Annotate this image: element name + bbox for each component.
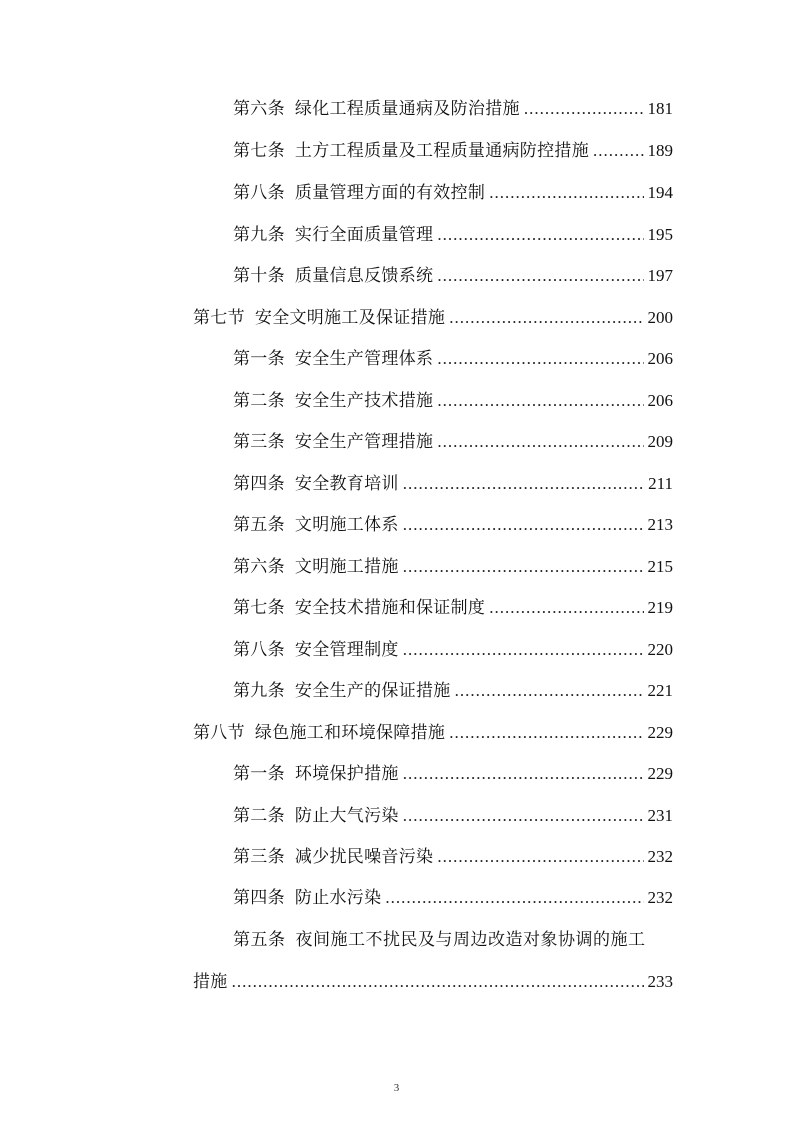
toc-entry[interactable] [233, 513, 673, 537]
dot-leader [437, 347, 643, 371]
entry-page: 211 [648, 474, 673, 493]
entry-page: 220 [647, 640, 673, 659]
dot-leader [449, 306, 643, 330]
entry-number: 第五条 [233, 515, 285, 535]
entry-number: 第四条 [233, 888, 285, 908]
toc-entry[interactable] [233, 347, 673, 371]
entry-number: 第四条 [233, 474, 285, 494]
entry-page: 206 [647, 391, 673, 410]
entry-title: 文明施工体系 [294, 515, 399, 535]
entry-page: 215 [647, 557, 673, 576]
toc-entry[interactable] [233, 845, 673, 869]
entry-title: 防止水污染 [294, 888, 382, 908]
dot-leader [403, 638, 644, 662]
entry-title: 文明施工措施 [294, 557, 399, 577]
dot-leader [455, 679, 644, 703]
toc-entry[interactable] [233, 472, 673, 496]
toc-entry-wrapped-line1[interactable] [233, 928, 673, 952]
entry-title: 安全生产的保证措施 [294, 681, 451, 701]
toc-entry[interactable] [233, 679, 673, 703]
entry-number: 第六条 [233, 99, 285, 119]
entry-number: 第七条 [233, 598, 285, 618]
entry-title: 安全生产技术措施 [294, 391, 434, 411]
entry-number: 第八条 [233, 183, 285, 203]
entry-number: 第五条 [233, 930, 286, 950]
dot-leader [489, 181, 643, 205]
entry-title: 安全生产管理措施 [294, 432, 434, 452]
entry-page: 221 [647, 681, 673, 700]
dot-leader [437, 845, 643, 869]
dot-leader [403, 555, 644, 579]
toc-entry[interactable] [233, 596, 673, 620]
entry-page: 189 [647, 141, 673, 160]
dot-leader [232, 970, 644, 994]
entry-page: 229 [647, 723, 673, 742]
entry-page: 219 [647, 598, 673, 617]
dot-leader [403, 804, 644, 828]
dot-leader [437, 264, 643, 288]
dot-leader [437, 389, 643, 413]
entry-title: 安全管理制度 [294, 640, 399, 660]
toc-entry[interactable] [233, 430, 673, 454]
entry-page: 209 [647, 432, 673, 451]
toc-entry[interactable] [233, 223, 673, 247]
entry-number: 第二条 [233, 806, 285, 826]
entry-title-continuation: 措施 [193, 972, 228, 992]
entry-page: 232 [647, 888, 673, 907]
entry-title: 质量管理方面的有效控制 [294, 183, 486, 203]
dot-leader [385, 886, 643, 910]
section-number: 第七节 [193, 308, 245, 328]
dot-leader [449, 721, 643, 745]
entry-number: 第十条 [233, 266, 285, 286]
toc-section-entry[interactable] [193, 721, 673, 745]
entry-number: 第三条 [233, 847, 285, 867]
toc-entry[interactable] [233, 555, 673, 579]
entry-number: 第三条 [233, 432, 285, 452]
toc-section-entry[interactable] [193, 306, 673, 330]
dot-leader [403, 513, 644, 537]
toc-entry-wrapped-line2[interactable] [193, 970, 673, 994]
toc-entry[interactable] [233, 762, 673, 786]
entry-page: 181 [647, 99, 673, 118]
dot-leader [403, 762, 644, 786]
entry-number: 第七条 [233, 141, 285, 161]
dot-leader [403, 472, 644, 496]
section-title: 安全文明施工及保证措施 [254, 308, 446, 328]
entry-title: 安全生产管理体系 [294, 349, 434, 369]
entry-title: 夜间施工不扰民及与周边改造对象协调的施工 [295, 930, 646, 950]
toc-entry[interactable] [233, 638, 673, 662]
entry-title: 质量信息反馈系统 [294, 266, 434, 286]
entry-title: 环境保护措施 [294, 764, 399, 784]
section-number: 第八节 [193, 723, 245, 743]
entry-page: 194 [647, 183, 673, 202]
entry-title: 安全技术措施和保证制度 [294, 598, 486, 618]
entry-number: 第九条 [233, 681, 285, 701]
dot-leader [489, 596, 643, 620]
toc-entry[interactable] [233, 886, 673, 910]
entry-page: 195 [647, 225, 673, 244]
toc-entry[interactable] [233, 804, 673, 828]
toc-entry[interactable] [233, 181, 673, 205]
entry-number: 第一条 [233, 764, 285, 784]
entry-number: 第八条 [233, 640, 285, 660]
dot-leader [593, 139, 643, 163]
entry-number: 第一条 [233, 349, 285, 369]
entry-number: 第二条 [233, 391, 285, 411]
entry-title: 土方工程质量及工程质量通病防控措施 [294, 141, 590, 161]
entry-title: 安全教育培训 [294, 474, 399, 494]
entry-title: 实行全面质量管理 [294, 225, 434, 245]
entry-title: 绿化工程质量通病及防治措施 [294, 99, 520, 119]
entry-page: 229 [647, 764, 673, 783]
entry-page: 206 [647, 349, 673, 368]
entry-title: 防止大气污染 [294, 806, 399, 826]
entry-page: 200 [647, 308, 673, 327]
entry-title: 减少扰民噪音污染 [294, 847, 434, 867]
section-title: 绿色施工和环境保障措施 [254, 723, 446, 743]
entry-page: 213 [647, 515, 673, 534]
dot-leader [524, 97, 644, 121]
entry-number: 第六条 [233, 557, 285, 577]
toc-entry[interactable] [233, 139, 673, 163]
entry-page: 197 [647, 266, 673, 285]
toc-entry[interactable] [233, 264, 673, 288]
entry-page: 231 [647, 806, 673, 825]
entry-page: 233 [647, 972, 673, 991]
page-number: 3 [393, 1082, 400, 1094]
entry-page: 232 [647, 847, 673, 866]
entry-number: 第九条 [233, 225, 285, 245]
dot-leader [437, 430, 643, 454]
toc-entry[interactable] [233, 389, 673, 413]
dot-leader [437, 223, 643, 247]
toc-entry[interactable] [233, 97, 673, 121]
